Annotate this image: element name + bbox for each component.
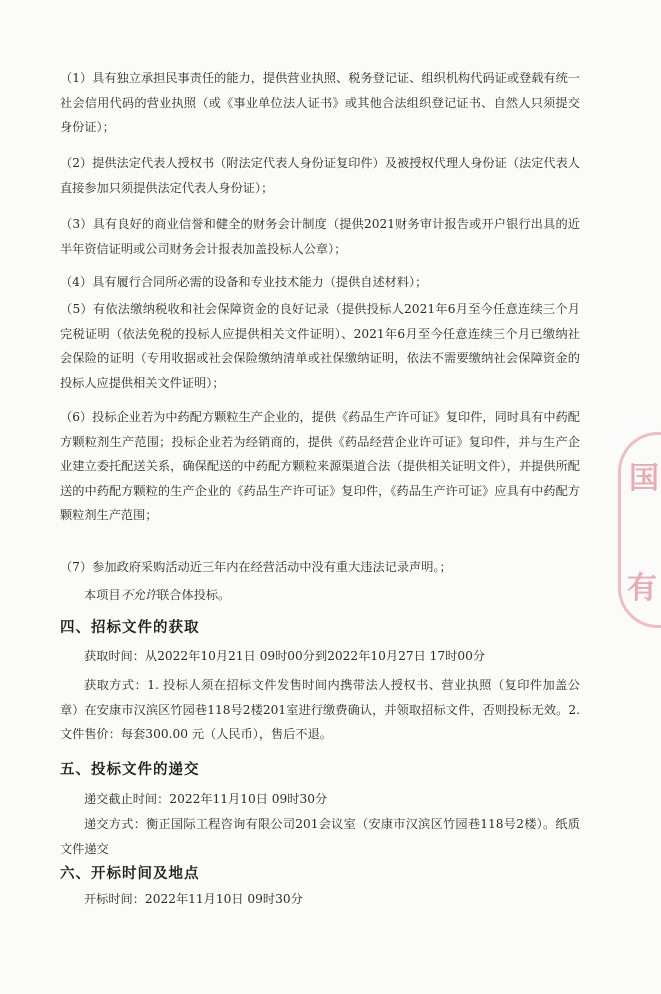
acquire-method: 获取方式：1. 投标人须在招标文件发售时间内携带法人授权书、营业执照（复印件加盖公章）在安康市汉滨区竹园巷118号2楼201室进行缴费确认，并领取招标文件，否则投标无效。2.文件售价：每套300.00 元（人民币），售后不退。 xyxy=(60,678,580,741)
consortium-prefix: 本项目 xyxy=(84,588,121,602)
seal-char-1: 国 xyxy=(629,461,659,496)
submit-deadline: 递交截止时间：2022年11月10日 09时30分 xyxy=(84,792,328,806)
acquire-time: 获取时间：从2022年10月21日 09时00分到2022年10月27日 17时00分 xyxy=(84,649,486,663)
requirement-3: （3）具有良好的商业信誉和健全的财务会计制度（提供2021财务审计报告或开户银行出具的近半年资信证明或公司财务会计报表加盖投标人公章）； xyxy=(60,217,580,256)
section-4-title: 四、招标文件的获取 xyxy=(60,620,200,636)
requirement-4: （4）具有履行合同所必需的设备和专业技术能力（提供自述材料）； xyxy=(60,275,428,289)
consortium-emphasis: 不允许 xyxy=(120,588,158,602)
requirement-1: （1）具有独立承担民事责任的能力，提供营业执照、税务登记证、组织机构代码证或登载有统一社会信用代码的营业执照（或《事业单位法人证书》或其他合法组织登记证书、自然人只须提交身份证）； xyxy=(60,71,580,134)
opening-time: 开标时间：2022年11月10日 09时30分 xyxy=(84,892,303,906)
consortium-note xyxy=(84,583,230,607)
requirement-6: （6）投标企业若为中药配方颗粒生产企业的，提供《药品生产许可证》复印件，同时具有中药配方颗粒剂生产范围；投标企业若为经销商的，提供《药品经营企业许可证》复印件，并与生产企业建立委托配送关系，确保配送的中药配方颗粒来源渠道合法（提供相关证明文件），并提供所配送的中药配方颗粒的生产企业的《药品生产许可证》复印件，《药品生产许可证》应具有中药配方颗粒剂生产范围； xyxy=(60,410,580,522)
company-seal xyxy=(618,432,661,628)
consortium-suffix: 联合体投标。 xyxy=(157,588,231,602)
requirement-5: （5）有依法缴纳税收和社会保障资金的良好记录（提供投标人2021年6月至今任意连续三个月完税证明（依法免税的投标人应提供相关文件证明）、2021年6月至今任意连续三个月已缴纳社会保险的证明（专用收据或社会保险缴纳清单或社保缴纳证明，依法不需要缴纳社会保障资金的投标人应提供相关文件证明）； xyxy=(60,302,580,390)
requirement-7: （7）参加政府采购活动近三年内在经营活动中没有重大违法记录声明。； xyxy=(60,560,452,574)
seal-char-2: 有 xyxy=(627,571,657,606)
requirement-2: （2）提供法定代表人授权书（附法定代表人身份证复印件）及被授权代理人身份证（法定代表人直接参加只须提供法定代表人身份证）； xyxy=(60,156,580,195)
section-6-title: 六、开标时间及地点 xyxy=(60,866,200,882)
submit-location: 递交方式：衡正国际工程咨询有限公司201会议室（安康市汉滨区竹园巷118号2楼）。纸质文件递交 xyxy=(60,817,580,856)
section-5-title: 五、投标文件的递交 xyxy=(60,762,200,778)
